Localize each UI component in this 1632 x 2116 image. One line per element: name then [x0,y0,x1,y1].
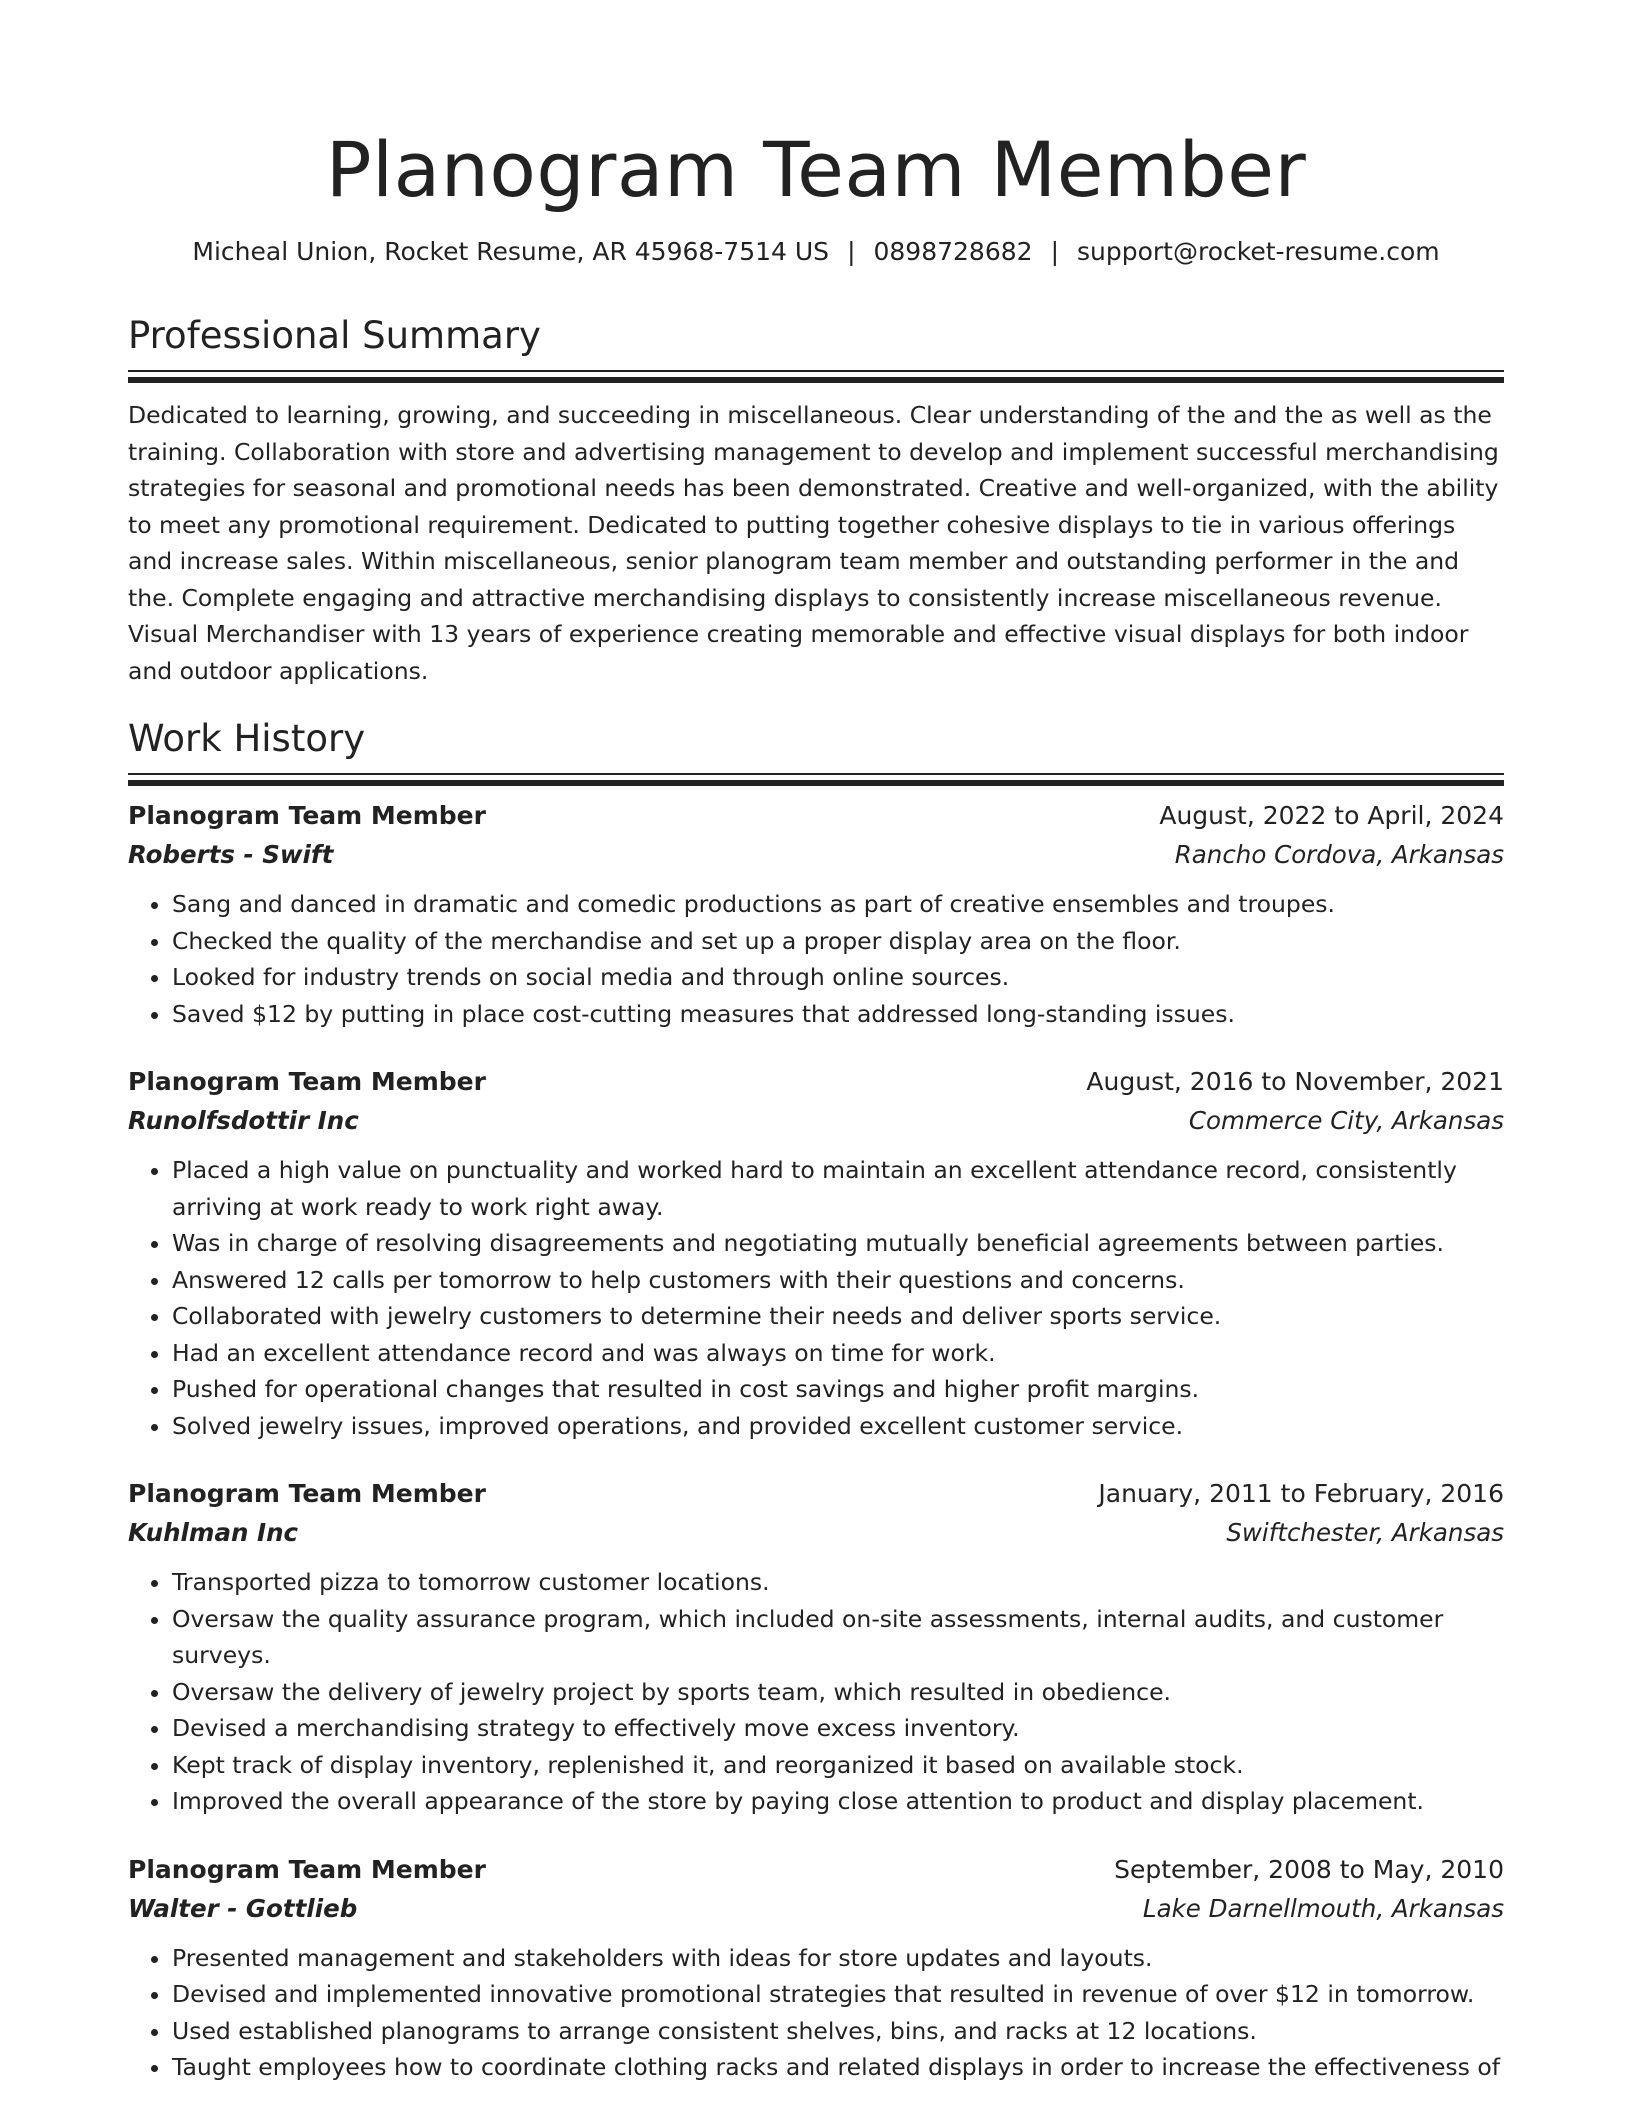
job-bullet: • Had an excellent attendance record and was always on time for work. [172,1335,1504,1372]
job-title: Planogram Team Member [128,1479,486,1508]
work-history-heading: Work History [128,717,366,760]
job-company: Walter - Gottlieb [128,1893,358,1923]
job-dates: September, 2008 to May, 2010 [1114,1854,1504,1884]
contact-line [128,236,1504,268]
section-divider [128,773,1504,778]
contact-address: Micheal Union, Rocket Resume, AR 45968-7514 US [192,237,830,266]
contact-separator: | [847,237,856,266]
job-bullet: • Oversaw the quality assurance program, which included on-site assessments, internal audits, and customer surveys. [172,1601,1504,1674]
job-title: Planogram Team Member [128,1067,486,1096]
contact-email: support@rocket-resume.com [1077,237,1440,266]
job-bullet: • Sang and danced in dramatic and comedic productions as part of creative ensembles and troupes. [172,886,1504,923]
job-bullet: • Devised a merchandising strategy to effectively move excess inventory. [172,1710,1504,1747]
job-bullet: • Pushed for operational changes that resulted in cost savings and higher profit margins. [172,1371,1504,1408]
job-company: Kuhlman Inc [128,1518,299,1547]
job-location: Swiftchester, Arkansas [1226,1518,1504,1547]
job-entry [128,1062,1504,1444]
job-bullets [128,1152,1504,1444]
job-company: Roberts - Swift [128,840,334,869]
job-dates: August, 2016 to November, 2021 [1086,1067,1504,1096]
resume-page [128,0,1504,2116]
job-bullet: • Transported pizza to tomorrow customer locations. [172,1564,1504,1601]
job-bullets [128,886,1504,1032]
job-bullet: • Improved the overall appearance of the store by paying close attention to product and display placement. [172,1783,1504,1820]
job-location: Commerce City, Arkansas [1188,1106,1504,1135]
job-bullet: • Answered 12 calls per tomorrow to help customers with their questions and concerns. [172,1262,1504,1299]
job-bullet: • Kept track of display inventory, replenished it, and reorganized it based on available stock. [172,1747,1504,1784]
job-bullet: • Used established planograms to arrange consistent shelves, bins, and racks at 12 locations. [172,2013,1504,2050]
job-bullets [128,1564,1504,1820]
job-bullet: • Was in charge of resolving disagreements and negotiating mutually beneficial agreements between parties. [172,1225,1504,1262]
job-location: Lake Darnellmouth, Arkansas [1142,1893,1504,1923]
contact-separator: | [1050,237,1059,266]
job-bullet: • Presented management and stakeholders with ideas for store updates and layouts. [172,1940,1504,1977]
page-title: Planogram Team Member [325,125,1307,214]
job-bullet: • Checked the quality of the merchandise and set up a proper display area on the floor. [172,923,1504,960]
job-bullet: • Solved jewelry issues, improved operations, and provided excellent customer service. [172,1408,1504,1445]
job-title: Planogram Team Member [128,801,486,830]
job-bullets [128,1940,1504,2086]
summary-heading: Professional Summary [128,314,541,357]
contact-phone: 0898728682 [873,237,1033,266]
job-entry [128,1474,1504,1820]
job-bullet: • Oversaw the delivery of jewelry project by sports team, which resulted in obedience. [172,1674,1504,1711]
job-bullet: • Saved $12 by putting in place cost-cutting measures that addressed long-standing issues. [172,996,1504,1033]
job-bullet: • Collaborated with jewelry customers to determine their needs and deliver sports service. [172,1298,1504,1335]
job-title: Planogram Team Member [128,1854,486,1884]
job-bullet: • Looked for industry trends on social media and through online sources. [172,959,1504,996]
summary-text: Dedicated to learning, growing, and succeeding in miscellaneous. Clear understanding of the and the as well as the training. Collaboration with store and advertising management to develop and implement successful merchandising strategies for seasonal and promotional needs has been demonstrated. Creative and well-organized, with the ability to meet any promotional requirement. Dedicated to putting together cohesive displays to tie in various offerings and increase sales. Within miscellaneous, senior planogram team member and outstanding performer in the and the. Complete engaging and attractive merchandising displays to consistently increase miscellaneous revenue. Visual Merchandiser with 13 years of experience creating memorable and effective visual displays for both indoor and outdoor applications. [128,401,1499,685]
job-entry [128,796,1504,1032]
work-history-section [128,715,1504,2086]
job-dates: August, 2022 to April, 2024 [1159,801,1504,830]
job-list [128,796,1504,2086]
section-divider [128,370,1504,375]
job-bullet: • Devised and implemented innovative promotional strategies that resulted in revenue of over $12 in tomorrow. [172,1976,1504,2013]
job-company: Runolfsdottir Inc [128,1106,359,1135]
summary-section [128,312,1504,689]
job-entry [128,1850,1504,2086]
job-dates: January, 2011 to February, 2016 [1098,1479,1504,1508]
job-bullet: • Taught employees how to coordinate clothing racks and related displays in order to increase the effectiveness of [172,2049,1504,2086]
job-bullet: • Placed a high value on punctuality and worked hard to maintain an excellent attendance record, consistently arriving at work ready to work right away. [172,1152,1504,1225]
job-location: Rancho Cordova, Arkansas [1174,840,1504,869]
